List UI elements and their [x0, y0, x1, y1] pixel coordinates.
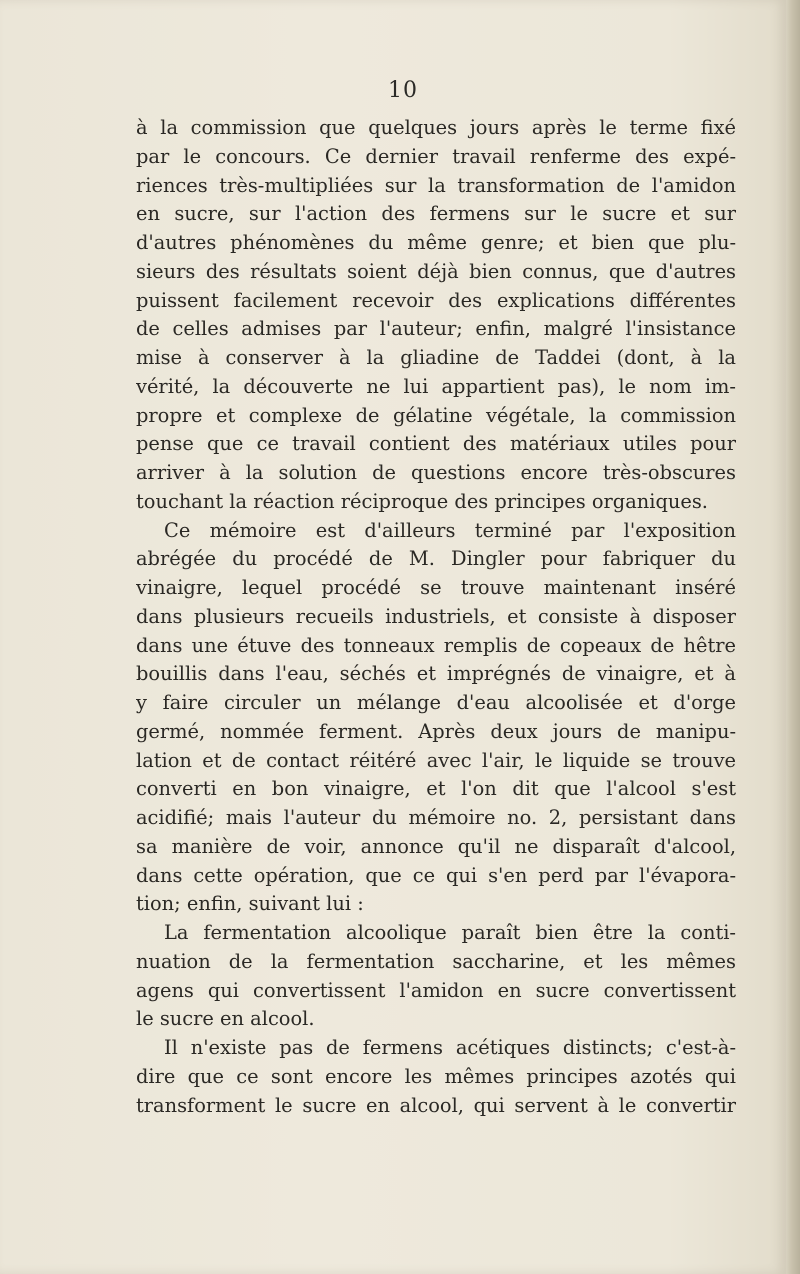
text-line: dans une étuve des tonneaux remplis de copeaux de hêtre — [136, 633, 736, 657]
text-line: dans cette opération, que ce qui s'en perd par l'évapora- — [136, 863, 736, 887]
text-line: Il n'existe pas de fermens acétiques distincts; c'est-à- — [164, 1036, 736, 1059]
text-line: lation et de contact réitéré avec l'air, le liquide se trouve — [136, 748, 736, 772]
text-line: riences très-multipliées sur la transformation de l'amidon — [136, 173, 736, 197]
text-line: de celles admises par l'auteur; enfin, malgré l'insistance — [136, 317, 736, 341]
text-line: bouillis dans l'eau, séchés et imprégnés de vinaigre, et à — [136, 662, 736, 686]
text-line: à la commission que quelques jours après le terme fixé — [136, 116, 736, 139]
text-line: tion; enfin, suivant lui : — [136, 892, 364, 916]
text-line: le sucre en alcool. — [136, 1007, 315, 1031]
body-text — [136, 114, 736, 1120]
book-binding-edge — [786, 0, 800, 1274]
text-line: La fermentation alcoolique paraît bien être la conti- — [164, 921, 736, 944]
text-line: abrégée du procédé de M. Dingler pour fabriquer du — [136, 547, 736, 571]
text-line: vinaigre, lequel procédé se trouve maintenant inséré — [136, 576, 736, 599]
text-line: arriver à la solution de questions encore très-obscures — [136, 461, 736, 484]
text-line: dans plusieurs recueils industriels, et consiste à disposer — [136, 604, 736, 628]
text-line: touchant la réaction réciproque des principes organiques. — [136, 489, 708, 513]
text-line: puissent facilement recevoir des explications différentes — [136, 288, 736, 312]
text-line: propre et complexe de gélatine végétale, la commission — [136, 403, 736, 427]
text-line: germé, nommée ferment. Après deux jours de manipu- — [136, 719, 736, 743]
text-line: mise à conserver à la gliadine de Taddei (dont, à la — [136, 346, 736, 369]
text-line: acidifié; mais l'auteur du mémoire no. 2, persistant dans — [136, 806, 736, 829]
text-line: vérité, la découverte ne lui appartient pas), le nom im- — [136, 374, 736, 398]
text-line: sieurs des résultats soient déjà bien connus, que d'autres — [136, 259, 736, 283]
text-line: dire que ce sont encore les mêmes principes azotés qui — [136, 1064, 736, 1088]
text-line: d'autres phénomènes du même genre; et bien que plu- — [136, 231, 736, 254]
page-number: 10 — [388, 78, 418, 103]
text-line: en sucre, sur l'action des fermens sur le sucre et sur — [136, 202, 736, 226]
text-line: transforment le sucre en alcool, qui servent à le convertir — [136, 1093, 736, 1117]
text-line: agens qui convertissent l'amidon en sucre convertissent — [136, 978, 736, 1002]
text-line: Ce mémoire est d'ailleurs terminé par l'exposition — [164, 518, 736, 542]
text-line: sa manière de voir, annonce qu'il ne disparaît d'alcool, — [136, 834, 736, 858]
text-line: par le concours. Ce dernier travail renferme des expé- — [136, 144, 736, 168]
text-line: converti en bon vinaigre, et l'on dit que l'alcool s'est — [136, 777, 736, 801]
text-line: pense que ce travail contient des matériaux utiles pour — [136, 432, 736, 456]
text-line: nuation de la fermentation saccharine, et les mêmes — [136, 949, 736, 973]
text-line: y faire circuler un mélange d'eau alcoolisée et d'orge — [136, 691, 736, 714]
